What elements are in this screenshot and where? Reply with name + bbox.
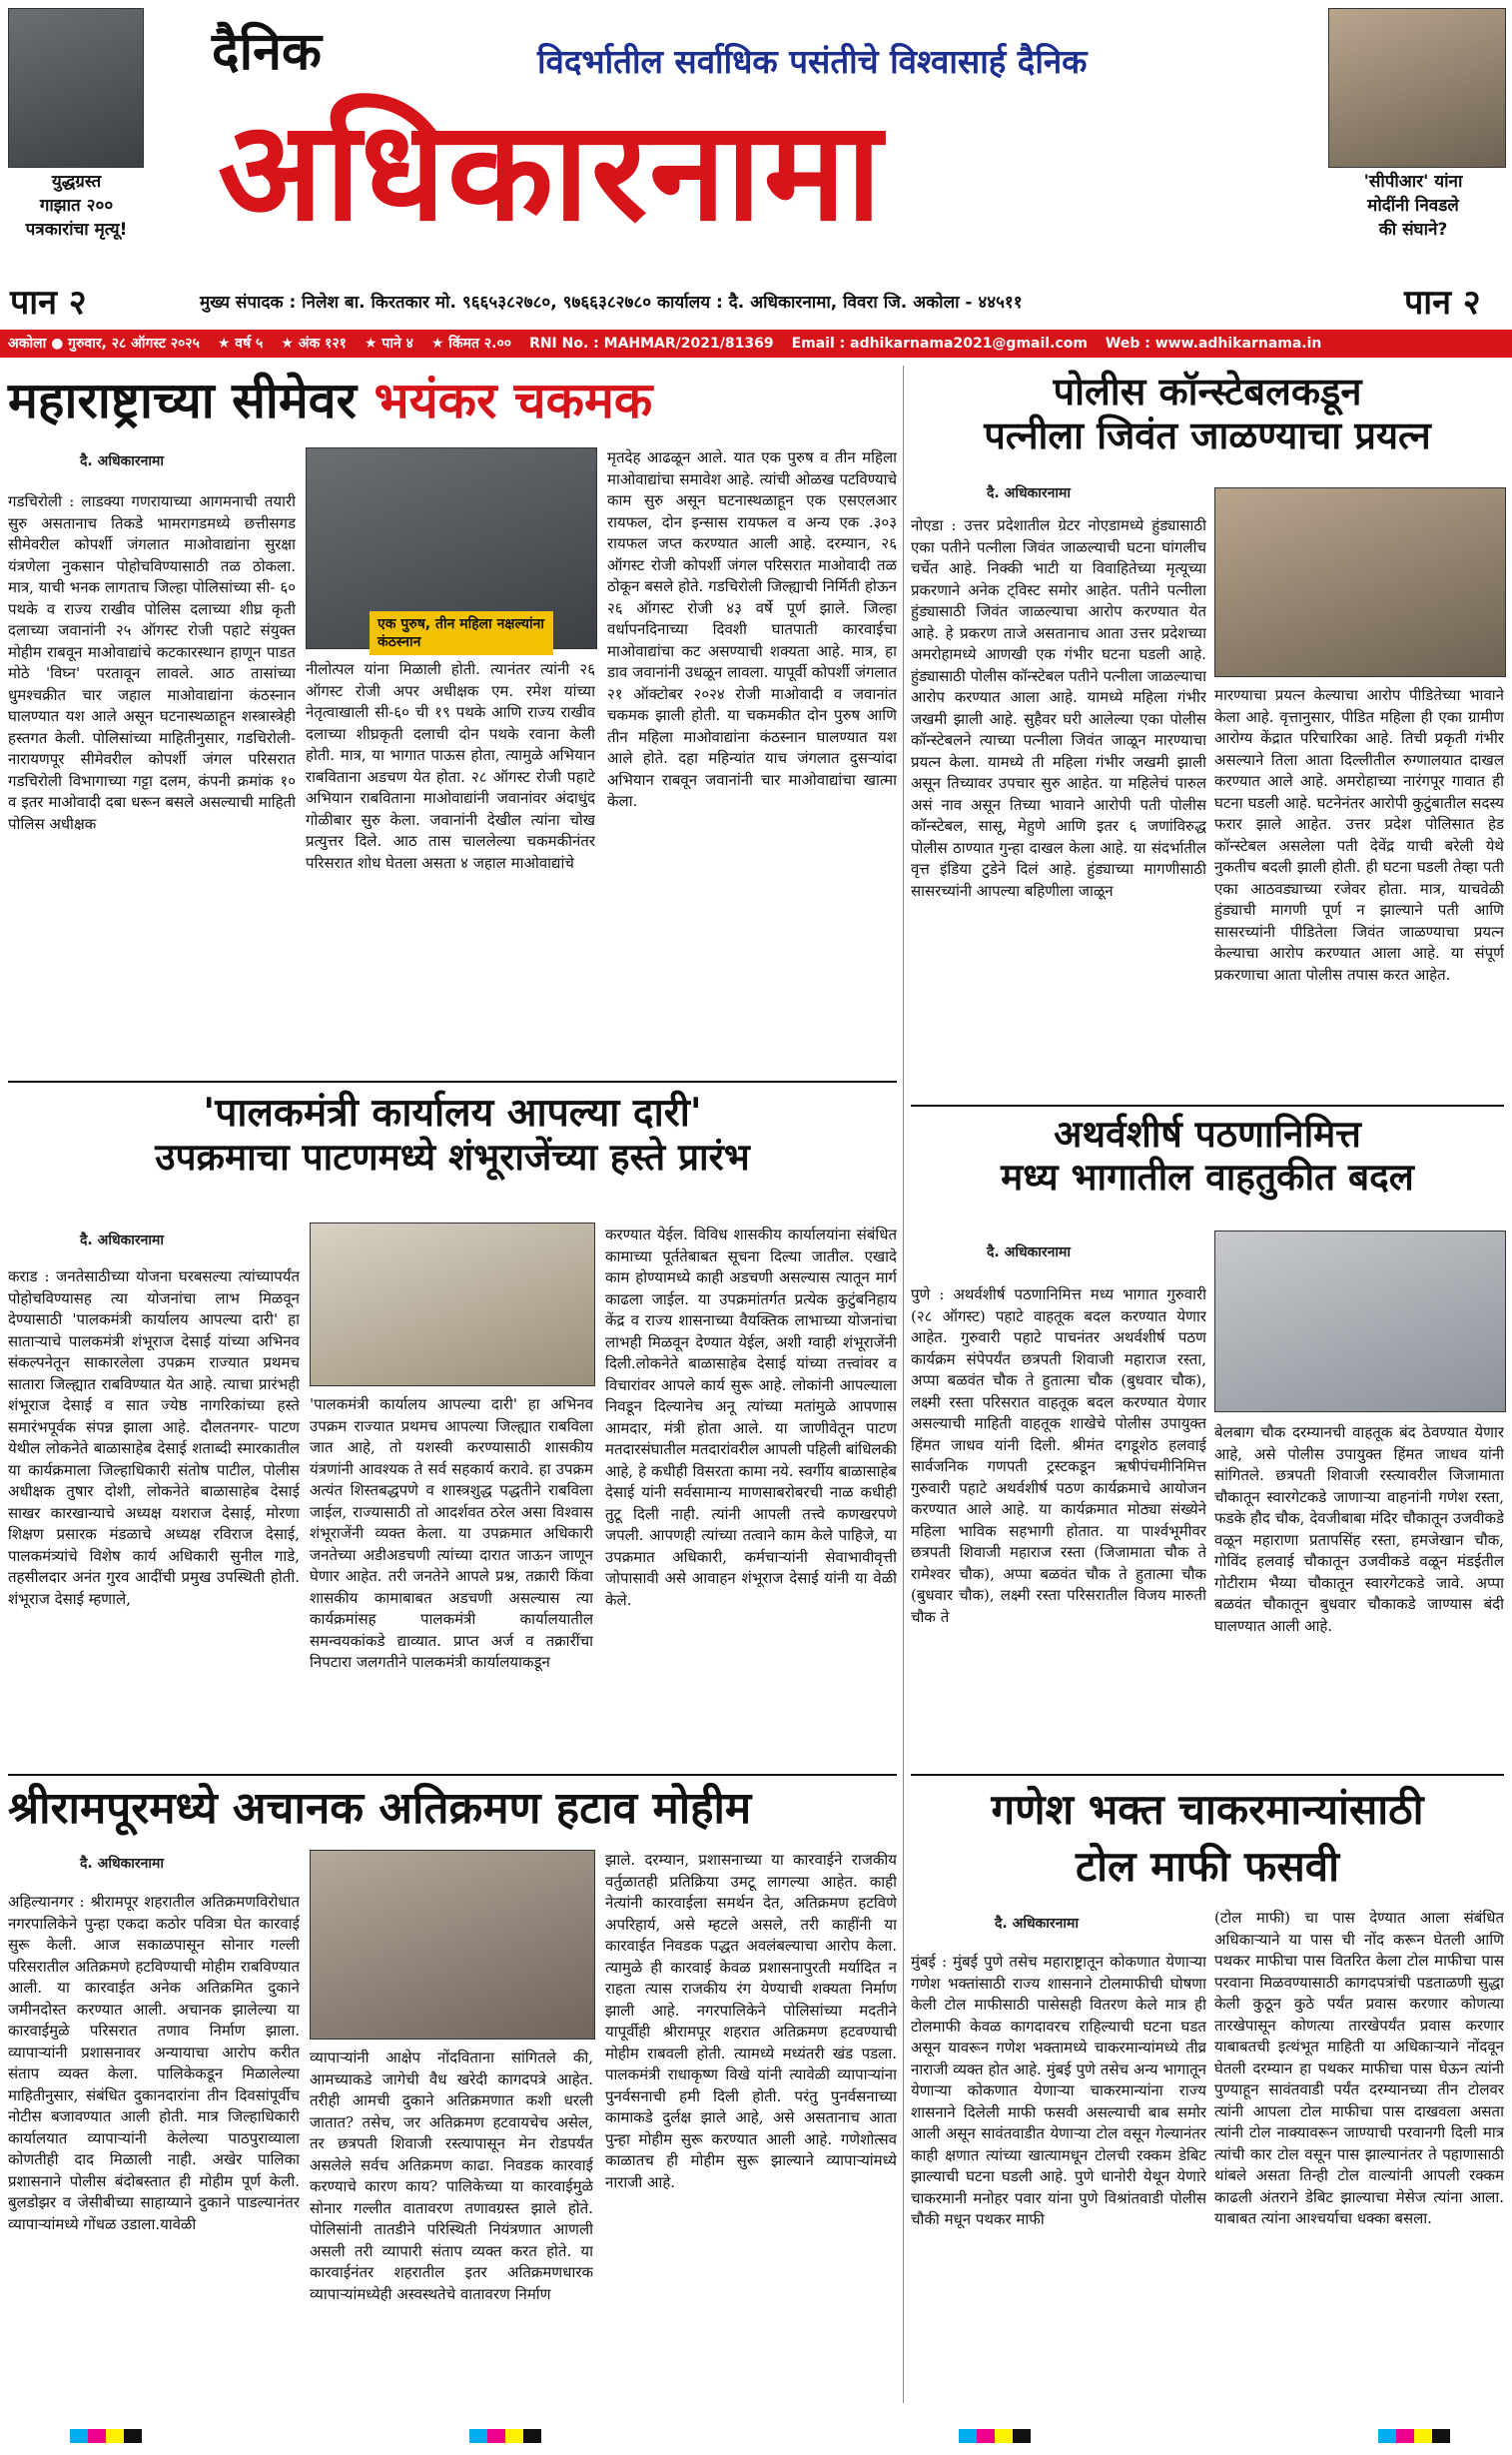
demolition-photo xyxy=(310,1850,595,2040)
left-caption-line: पत्रकारांचा मृत्यू! xyxy=(25,220,128,240)
headline-line: पोलीस कॉन्स्टेबलकडून xyxy=(1053,369,1362,413)
section-divider xyxy=(8,1774,897,1776)
page-number-left: पान २ xyxy=(10,283,87,323)
dowry-photo xyxy=(1214,487,1506,677)
editor-line: मुख्य संपादक : निलेश बा. किरतकार मो. ९६६५३८२७८०, ९७६६३८२७८० कार्यालय : दै. अधिकारनामा, विवरा जि. अकोला - ४४५११ xyxy=(200,293,1023,313)
headline-line: मध्य भागातील वाहतुकीत बदल xyxy=(1001,1154,1414,1199)
article-column: व्यापार्‍यांनी आक्षेप नोंदविताना सांगितले की, आमच्याकडे जागेची वैध खरेदी कागदपत्रे आहेत. तरीही आमची दुकाने अतिक्रमणात कशी धरली जातात? तसेच, जर अतिक्रमण हटवायचेच असेल, तर छत्रपती शिवाजी रस्त्यापासून मेन रोडपर्यंत असलेले सर्वच अतिक्रमण काढा. निवडक कारवाई करण्याचे कारण काय? पालिकेच्या या कारवाईमुळे सोनार गल्लीत वातावरण तणावग्रस्त झाले होते. पोलिसांनी तातडीने परिस्थिती नियंत्रणात आणली असली तरी व्यापारी संताप व्यक्त करत होते. या कारवाईनंतर शहरातील इतर अतिक्रमणधारक व्यापार्‍यांमध्येही अस्वस्थतेचे वातावरण निर्माण xyxy=(310,2048,593,2303)
right-caption-line: की संघाने? xyxy=(1378,220,1448,240)
article-column: अहिल्यानगर : श्रीरामपूर शहरातील अतिक्रमणविरोधात नगरपालिकेने पुन्हा एकदा कठोर पवित्रा घेत कारवाई सुरू केली. आज सकाळपासून सोनार गल्ली परिसरातील अतिक्रमणे हटविण्याची मोहीम राबविण्यात आली. या कारवाईत अनेक अतिक्रमित दुकाने जमीनदोस्त करण्यात आली. अचानक झालेल्या या कारवाईमुळे परिसरात तणाव निर्माण झाला. व्यापार्‍यांनी प्रशासनावर अन्यायाचा आरोप करीत संताप व्यक्त केला. पालिकेकडून मिळालेल्या माहितीनुसार, संबंधित दुकानदारांना तीन दिवसांपूर्वीच नोटीस बजावण्यात आली होती. मात्र जिल्हाधिकारी कार्यालयात व्यापार्‍यांनी केलेल्या पाठपुराव्याला कोणतीही दाद मिळाली नाही. अखेर पालिका प्रशासनाने पोलीस बंदोबस्तात ही मोहीम पूर्ण केली. बुलडोझर व जेसीबीच्या साहाय्याने दुकाने पाडल्यानंतर व्यापार्‍यांमध्ये गोंधळ उडाला.यावेळी xyxy=(8,1893,300,2233)
article-column: करण्यात येईल. विविध शासकीय कार्यालयांना संबंधित कामाच्या पूर्ततेबाबत सूचना दिल्या जातील. एखादे काम होण्यामध्ये काही अडचणी असल्यास त्यातून मार्ग काढला जाईल. या उपक्रमांतर्गत प्रत्येक कुटुंबनिहाय केंद्र व राज्य शासनाच्या वैयक्तिक लाभाच्या योजनांचा लाभही मिळवून देण्यात येईल, अशी ग्वाही शंभूराजेंनी दिली.लोकनेते बाळासाहेब देसाई यांच्या तत्त्वांवर व विचारांवर आपले कार्य सुरू आहे. लोकांनी आपल्याला निवडून दिल्यानेच अनू त्यांच्या मतांमुळे आपणास आमदार, मंत्री होता आले. या जाणीवेतून पाटण मतदारसंघातील मतदारांवरील आपली पहिली बांधिलकी आहे, हे कधीही विसरता कामा नये. स्वर्गीय बाळासाहेब देसाई यांनी सर्वसामान्य माणसाबरोबरची नाळ कधीही तुटू दिली नाही. त्यांनी आपली तत्त्वे कणखरपणे जपली. आपणही त्यांच्या तत्वाने काम केले पाहिजे, या उपक्रमात अधिकारी, कर्मचार्‍यांनी सेवाभावीवृत्ती जोपासावी असे आवाहन शंभूराज देसाई यांनी या वेळी केले. xyxy=(605,1226,897,1609)
info-bar xyxy=(0,330,1512,358)
paper-tagline: विदर्भातील सर्वाधिक पसंतीचे विश्वासार्ह दैनिक xyxy=(537,42,1088,81)
article-headline xyxy=(911,370,1504,456)
article-column: मुंबई : मुंबई पुणे तसेच महाराष्ट्रातून कोकणात येणाऱ्या गणेश भक्तांसाठी राज्य शासनाने टोलमाफीची घोषणा केली टोल माफीसाठी पासेसही वितरण केले मात्र ही टोलमाफी केवळ कागदावरच राहिल्याची घटना घडत असून यावरून गणेश भक्तामध्ये चाकरमान्यांमध्ये तीव्र नाराजी व्यक्त होत आहे. मुंबई पुणे तसेच अन्य भागातून येणाऱ्या कोकणात येणाऱ्या चाकरमान्यांना राज्य शासनाने दिलेली माफी फसवी असल्याची बाब समोर आली असून सावंतवाडीत येणाऱ्या टोल वसून गेल्यानंतर काही क्षणात त्यांच्या खात्यामधून टोलची रक्कम डेबिट झाल्याची घटना घडली आहे. पुणे धानोरी येथून येणारे चाकरमानी मनोहर पवार यांना पुणे विश्रांतवाडी पोलीस चौकी मधून पथकर माफी xyxy=(911,1953,1206,2228)
left-masthead-caption xyxy=(4,170,149,242)
article-column: झाले. दरम्यान, प्रशासनाच्या या कारवाईने राजकीय वर्तुळातही प्रतिक्रिया उमटू लागल्या आहेत. काही नेत्यांनी कारवाईला समर्थन देत, अतिक्रमण हटविणे अपरिहार्य, असे म्हटले असले, तरी काहींनी या कारवाईत निवडक पद्धत अवलंबल्याचा आरोप केला. त्यामुळे ही कारवाई केवळ प्रशासनापुरती मर्यादित न राहता त्यास राजकीय रंग येण्याची शक्यता निर्माण झाली आहे. नगरपालिकेने पोलिसांच्या मदतीने यापूर्वीही श्रीरामपूर शहरात अतिक्रमण हटवण्याची मोहीम राबवली होती. त्यामध्ये मध्यंतरी खंड पडला. पालकमंत्री राधाकृष्ण विखे यांनी त्यावेळी व्यापार्‍यांना पुनर्वसनाची हमी दिली होती. परंतु पुनर्वसनाच्या कामाकडे दुर्लक्ष झाले आहे, असे असतानाच आता पुन्हा मोहीम सुरू करण्यात आली आहे. गणेशोत्सव काळातच ही मोहीम सुरू झाल्याने व्यापार्‍यांमध्ये नाराजी आहे. xyxy=(605,1851,897,2191)
email-link[interactable]: Email : adhikarnama2021@gmail.com xyxy=(791,336,1088,352)
right-caption-line: 'सीपीआर' यांना xyxy=(1363,172,1463,192)
headline-part-black: महाराष्ट्राच्या सीमेवर xyxy=(8,371,358,429)
article-byline: दै. अधिकारनामा xyxy=(80,1232,165,1248)
article-headline xyxy=(911,1113,1504,1198)
color-registration-strip xyxy=(469,2429,541,2443)
article-column: बेलबाग चौक दरम्यानची वाहतूक बंद ठेवण्यात येणार आहे, असे पोलीस उपायुक्त हिंमत जाधव यांनी सांगितले. छत्रपती शिवाजी रस्त्यावरील जिजामाता चौकातून स्वारगेटकडे जाणाऱ्या वाहनांनी गणेश रस्ता, फडके हौद चौक, देवजीबाबा मंदिर चौकातून उजवीकडे वळून महाराणा प्रतापसिंह रस्ता, हमजेखान चौक, गोविंद हलवाई चौकातून उजवीकडे वळून मंडईतील गोटीराम भैय्या चौकातून स्वारगेटकडे जावे. अप्पा बळवंत चौकातून बुधवार चौकाकडे जाण्यास बंदी घालण्यात आली आहे. xyxy=(1214,1423,1504,1635)
article-headline: श्रीरामपूरमध्ये अचानक अतिक्रमण हटाव मोहीम xyxy=(8,1783,752,1834)
article-byline: दै. अधिकारनामा xyxy=(987,485,1072,501)
left-caption-line: गाझात २०० xyxy=(39,196,114,216)
article-byline: दै. अधिकारनामा xyxy=(80,453,165,469)
article-byline: दै. अधिकारनामा xyxy=(995,1916,1080,1932)
article-column: गडचिरोली : लाडक्या गणरायाच्या आगमनाची तयारी सुरु असतानाच तिकडे भामरागडमध्ये छत्तीसगड सीमेवरील कोपर्शी जंगलात माओवाद्यांना सुरक्षा यंत्रणेला नुकसान पोहोचविण्यासाठी तळ ठोकला. मात्र, याची भनक लागताच जिल्हा पोलिसांच्या सी- ६० पथके व राज्य राखीव पोलिस दलाच्या शीघ्र कृती दलाच्या जवानांनी २५ ऑगस्ट रोजी पहाटे संयुक्त मोहीम राबवून माओवाद्यांचे कटकारस्थान हाणून पाडत मोठे 'विघ्न' परतावून लावले. आठ तासांच्या धुमश्चक्रीत चार जहाल माओवाद्यांना कंठस्नान घालण्यात यश आले असून घटनास्थळाहून शस्त्रास्त्रेही हस्तगत केली. पोलिसांच्या माहितीनुसार, गडचिरोली- नारायणपूर सीमेवरील कोपर्शी जंगल परिसरात गडचिरोली विभागाच्या गट्टा दलम, कंपनी क्रमांक १० व इतर माओवादी दबा धरून बसले असल्याची माहिती पोलिस अधीक्षक xyxy=(8,492,296,833)
article-column: (टोल माफी) चा पास देण्यात आला संबंधित अधिकाऱ्याने या पास ची नोंद करून घेतली आणि पथकर माफीचा पास वितरित केला टोल माफीचा पास परवाना मिळवण्यासाठी कागदपत्रांची पडताळणी सुद्धा केली कुठून कुठे पर्यंत प्रवास करणार कोणत्या तारखेपासून कोणत्या तारखेपर्यंत प्रवास करणार याबाबतची इत्थंभूत माहिती या अधिकाऱ्याने नोंदवून घेतली दरम्यान हा पथकर माफीचा पास घेऊन त्यांनी पुण्याहून सावंतवाडी पर्यंत दरम्यानच्या तीन टोलवर त्यांनी आपला टोल माफीचा पास दाखवला असता त्यांनी टोल नाक्यावरून जाण्याची परवानगी दिली मात्र त्यांची कार टोल वसून पास झाल्यानंतर ते पहाणासाठी थांबले असता तिन्ही टोल वाल्यांनी आपली रक्कम काढली अंतराने डेबिट झाल्याचा मेसेज त्यांना आला. याबाबत त्यांना आश्चर्याचा धक्का बसला. xyxy=(1214,1909,1504,2227)
article-headline xyxy=(8,1091,897,1178)
headline-part-red: भयंकर चकमक xyxy=(374,371,653,429)
color-registration-strip xyxy=(1378,2429,1450,2443)
traffic-photo xyxy=(1214,1230,1506,1412)
right-masthead-caption xyxy=(1318,170,1508,242)
event-photo xyxy=(310,1223,595,1386)
section-divider xyxy=(8,1081,897,1083)
right-masthead-photo xyxy=(1328,8,1506,168)
left-caption-line: युद्धग्रस्त xyxy=(51,172,102,192)
article-headline xyxy=(911,1782,1504,1895)
article-column: कराड : जनतेसाठीच्या योजना घरबसल्या त्यांच्यापर्यंत पोहोचविण्यासह त्या योजनांचा लाभ मिळवून देण्यासाठी 'पालकमंत्री कार्यालय आपल्या दारी' हा सातार्‍याचे पालकमंत्री शंभूराज देसाई यांच्या अभिनव संकल्पनेतून साकारलेला उपक्रम राज्यात प्रथमच सातारा जिल्ह्यात राबविण्यात येत आहे. त्याचा प्रारंभही शंभूराज देसाई व सात ज्येष्ठ नागरिकांच्या हस्ते समारंभपूर्वक संपन्न झाला आहे. दौलतनगर- पाटण येथील लोकनेते बाळासाहेब देसाई शताब्दी स्मारकातील या कार्यक्रमाला जिल्हाधिकारी संतोष पाटील, पोलीस अधीक्षक तुषार दोशी, लोकनेते बाळासाहेब देसाई साखर कारखान्याचे अध्यक्ष यशराज देसाई, मोरणा शिक्षण प्रसारक मंडळाचे अध्यक्ष रविराज देसाई, पालकमंत्र्यांचे विशेष कार्य अधिकारी सुनील गाडे, तहसीलदार अनंत गुरव आदींची प्रमुख उपस्थिती होती. शंभूराज देसाई म्हणाले, xyxy=(8,1267,300,1608)
article-byline: दै. अधिकारनामा xyxy=(80,1856,165,1872)
website-link[interactable]: Web : www.adhikarnama.in xyxy=(1105,336,1322,352)
paper-prefix: दैनिक xyxy=(212,21,322,82)
color-registration-strip xyxy=(959,2429,1031,2443)
headline-line: उपक्रमाचा पाटणमध्ये शंभूराजेंच्या हस्ते प्रारंभ xyxy=(155,1134,750,1179)
article-column: 'पालकमंत्री कार्यालय आपल्या दारी' हा अभिनव उपक्रम राज्यात प्रथमच आपल्या जिल्ह्यात राबविला जात आहे, तो यशस्वी करण्यासाठी शासकीय यंत्रणांनी आवश्यक ते सर्व सहकार्य करावे. हा उपक्रम अत्यंत शिस्तबद्धपणे व शास्त्रशुद्ध पद्धतीने राबविला जाईल, राज्यासाठी तो आदर्शवत ठरेल असा विश्वास शंभूराजेंनी व्यक्त केला. या उपक्रमात अधिकारी जनतेच्या अडीअडचणी त्यांच्या दारात जाऊन जाणून घेणार आहेत. तरी जनतेने आपले प्रश्न, तक्रारी किंवा शासकीय कामाबाबत अडचणी असल्यास त्या कार्यक्रमांसह पालकमंत्री कार्यालयातील समन्वयकांकडे द्याव्यात. प्राप्त अर्ज व तक्रारींचा निपटारा जलगतीने पालकमंत्री कार्यालयाकडून xyxy=(310,1395,593,1671)
headline-line: गणेश भक्त चाकरमान्यांसाठी xyxy=(991,1785,1424,1834)
paper-name: अधिकारनामा xyxy=(218,89,884,252)
section-divider xyxy=(911,1774,1504,1776)
date-label: अकोला ● गुरुवार, २८ ऑगस्ट २०२५ xyxy=(8,336,200,352)
price-label: ★ किंमत २.०० xyxy=(430,336,512,352)
encounter-photo-caption: एक पुरुष, तीन महिला नक्षल्यांना कंठस्नान xyxy=(370,611,553,655)
article-byline: दै. अधिकारनामा xyxy=(987,1244,1072,1260)
pages-label: ★ पाने ४ xyxy=(364,336,413,352)
color-registration-strip xyxy=(70,2429,142,2443)
article-headline xyxy=(8,372,897,429)
year-label: ★ वर्ष ५ xyxy=(217,336,264,352)
page-number-right: पान २ xyxy=(1404,283,1481,323)
headline-line: टोल माफी फसवी xyxy=(1075,1841,1340,1891)
article-column: नोएडा : उत्तर प्रदेशातील ग्रेटर नोएडामध्ये हुंड्यासाठी एका पतीने पत्नीला जिवंत जाळल्याची घटना घांगलीच चर्चेत आहे. निक्की भाटी या विवाहितेच्या मृत्यूच्या प्रकरणाने अनेक ट्विस्ट समोर आहेत. पतीने पत्नीला हुंड्यासाठी जिवंत जाळल्याचा आरोप करण्यात येत आहे. हे प्रकरण ताजे असतानाच आता उत्तर प्रदेशच्या अमरोहामध्ये आणखी एक गंभीर घटना घडली आहे. हुंड्यासाठी पोलीस कॉन्स्टेबल पतीने पत्नीला जाळल्याचा आरोप करण्यात आला आहे. यामध्ये महिला गंभीर जखमी झाली आहे. सुहैवर घरी आलेल्या एका पोलीस कॉन्स्टेबलने त्याच्या पत्नीला जिवंत जाळून मारण्याचा प्रयत्न केला. यामध्ये ती महिला गंभीर जखमी झाली असून तिच्यावर उपचार सुरु आहेत. या महिलेचं पारुल असं नाव असून तिच्या भावाने आरोपी पती पोलीस कॉन्स्टेबल, सासू, मेहुणे आणि इतर ६ जणांविरुद्ध पोलीस ठाण्यात गुन्हा दाखल केला आहे. या संदर्भातील वृत्त इंडिया टुडेने दिलं आहे. हुंड्याच्या मागणीसाठी सासरच्यांनी आपल्या बहिणीला जाळून xyxy=(911,516,1206,900)
article-column: मारण्याचा प्रयत्न केल्याचा आरोप पीडितेच्या भावाने केला आहे. वृत्तानुसार, पीडित महिला ही एका ग्रामीण आरोग्य केंद्रात परिचारिका आहे. तिची प्रकृती गंभीर असल्याने तिला आता दिल्लीतील रुग्णालयात दाखल करण्यात आले आहे. अमरोहाच्या नारंगपूर गावात ही घटना घडली आहे. घटनेनंतर आरोपी कुटुंबातील सदस्य फरार झाले आहेत. उत्तर प्रदेश पोलिसात हेड कॉन्स्टेबल असलेला पती देवेंद्र याची बरेली येथे नुकतीच बदली झाली होती. ही घटना घडली तेव्हा पती एका आठवड्याच्या रजेवर होता. मात्र, याचवेळी हुंड्याची मागणी पूर्ण न झाल्याने पती आणि सासरच्यांनी पीडितेला जिवंत जाळण्याचा प्रयत्न केल्याचा आरोप करण्यात आला आहे. या संपूर्ण प्रकरणाचा आता पोलीस तपास करत आहेत. xyxy=(1214,686,1504,984)
article-column: नीलोत्पल यांना मिळाली होती. त्यानंतर त्यांनी २६ ऑगस्ट रोजी अपर अधीक्षक एम. रमेश यांच्या नेतृत्वाखाली सी-६० ची १९ पथके आणि राज्य राखीव दलाच्या शीघ्रकृती दलाची दोन पथके रवाना केली होती. मात्र, या भागात पाऊस होता, त्यामुळे अभियान राबविताना अडचण येत होता. २८ ऑगस्ट रोजी पहाटे अभियान राबविताना माओवाद्यांनी जवानांवर अंदाधुंद गोळीबार सुरु केला. जवानांनी देखील त्यांना चोख प्रत्युत्तर दिले. आठ तास चाललेल्या चकमकीनंतर परिसरात शोध घेतला असता ४ जहाल माओवाद्यांचे xyxy=(306,660,595,872)
section-divider xyxy=(911,1105,1504,1107)
headline-line: 'पालकमंत्री कार्यालय आपल्या दारी' xyxy=(203,1090,702,1136)
page-column-divider xyxy=(903,366,904,2403)
article-column: मृतदेह आढळून आले. यात एक पुरुष व तीन महिला माओवाद्यांचा समावेश आहे. त्यांची ओळख पटविण्याचे काम सुरु असून घटनास्थळाहून एक एसएलआर रायफल, दोन इन्सास रायफल व अन्य एक .३०३ रायफल जप्त करण्यात आली आहे. दरम्यान, २६ ऑगस्ट रोजी कोपर्शी जंगल परिसरात माओवादी तळ ठोकून बसले होते. गडचिरोली जिल्ह्याची निर्मिती होऊन २६ ऑगस्ट रोजी ४३ वर्षे पूर्ण झाले. जिल्हा वर्धापनदिनाच्या दिवशी घातपाती कारवाईचा माओवाद्यांचा कट असण्याची शक्यता आहे. मात्र, हा डाव जवानांनी उधळून लावला. यापूर्वी कोपर्शी जंगलात २१ ऑक्टोबर २०२४ रोजी माओवादी व जवानांत चकमक झाली होती. या चकमकीत दोन पुरुष आणि तीन महिला माओवाद्यांना कंठस्नान घालण्यात यश आले होते. दहा महिन्यांत याच जंगलात दुसऱ्यांदा अभियान राबवून जवानांनी चार माओवाद्यांचा खात्मा केला. xyxy=(607,448,897,810)
rni-label: RNI No. : MAHMAR/2021/81369 xyxy=(529,336,774,352)
headline-line: अथर्वशीर्ष पठणानिमित्त xyxy=(1054,1112,1361,1156)
article-column: पुणे : अथर्वशीर्ष पठणानिमित्त मध्य भागात गुरुवारी (२८ ऑगस्ट) पहाटे वाहतूक बदल करण्यात येणार आहेत. गुरुवारी पहाटे पाचनंतर अथर्वशीर्ष पठण कार्यक्रम संपेपर्यंत छत्रपती शिवाजी महाराज रस्ता, अप्पा बळवंत चौक ते हुतात्मा चौक (बुधवार चौक), लक्ष्मी रस्ता परिसरात वाहतूक बदल करण्यात येणार असल्याची माहिती वाहतूक शाखेचे पोलीस उपायुक्त हिंमत जाधव यांनी दिली. श्रीमंत दगडूशेठ हलवाई सार्वजनिक गणपती ट्रस्टकडून ऋषीपंचमीनिमित्त गुरुवारी पहाटे अथर्वशीर्ष पठण कार्यक्रमाचे आयोजन करण्यात आले आहे. या कार्यक्रमात मोठ्या संख्येने महिला भाविक सहभागी होतात. या पार्श्वभूमीवर छत्रपती शिवाजी महाराज रस्ता (जिजामाता चौक ते रामेश्वर चौक), अप्पा बळवंत चौक ते हुतात्मा चौक (बुधवार चौक), लक्ष्मी रस्ता परिसरातील विजय मारुती चौक ते xyxy=(911,1285,1206,1626)
headline-line: पत्नीला जिवंत जाळण्याचा प्रयत्न xyxy=(984,411,1431,457)
right-caption-line: मोदींनी निवडले xyxy=(1367,196,1459,216)
issue-label: ★ अंक १२१ xyxy=(281,336,347,352)
left-masthead-photo xyxy=(8,8,144,168)
